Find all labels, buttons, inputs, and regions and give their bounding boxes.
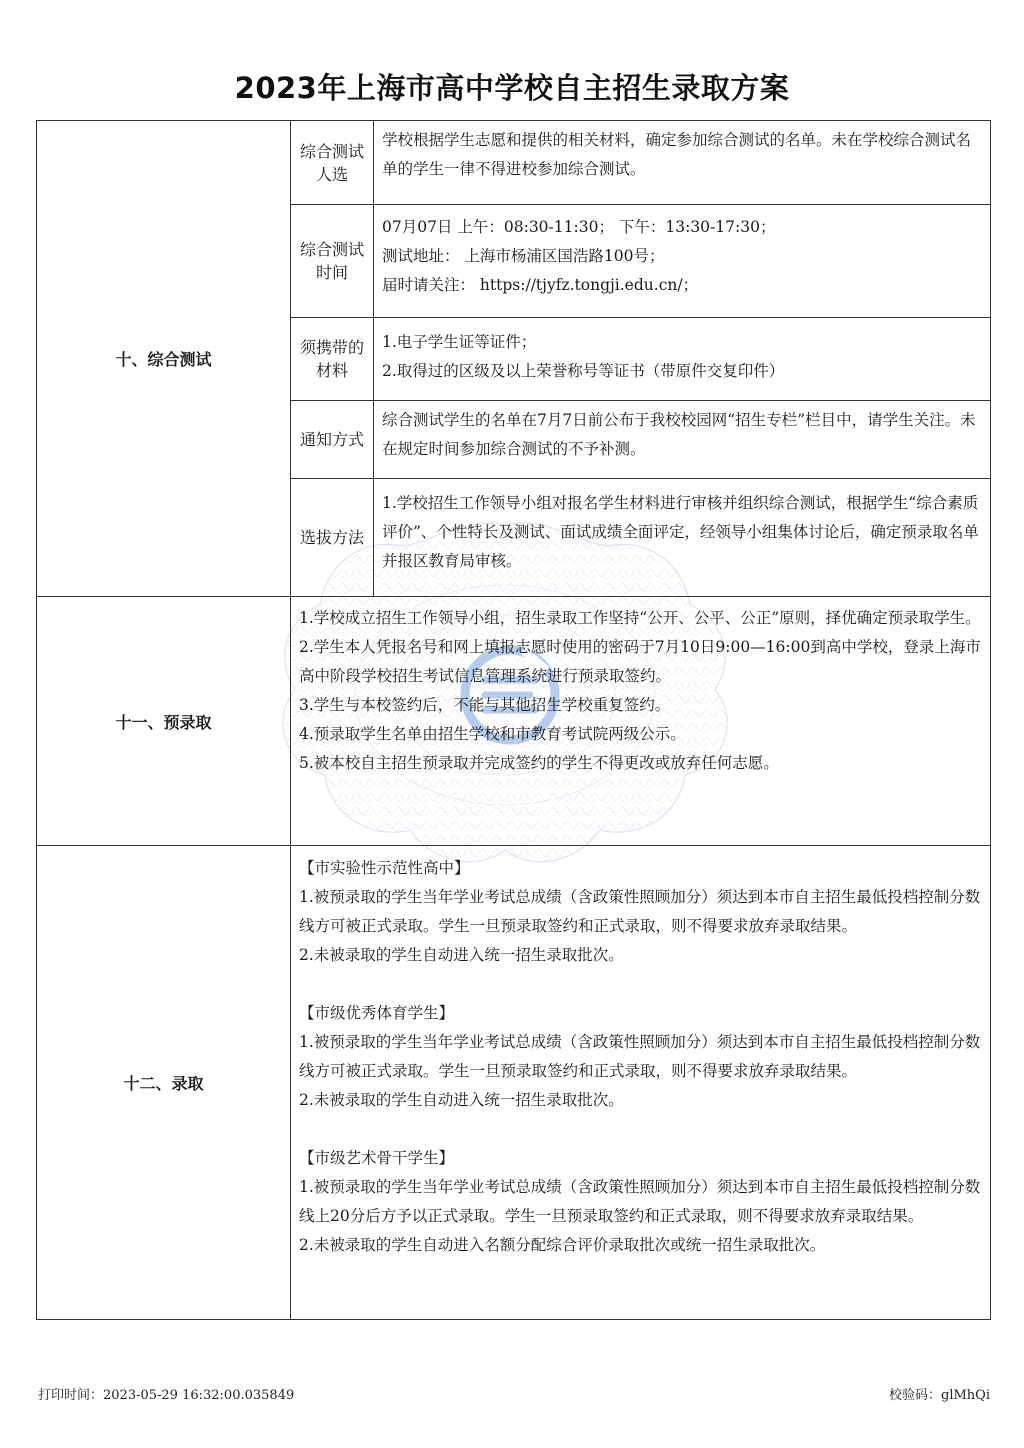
section-label-comprehensive-test: 十、综合测试 — [37, 121, 291, 597]
section-label-admission: 十二、录取 — [37, 846, 291, 1320]
sub-label-line: 材料 — [315, 361, 348, 380]
content-line: 1.电子学生证等证件； — [382, 333, 537, 351]
sub-label-line: 时间 — [315, 263, 348, 282]
group-heading: 【市级艺术骨干学生】 — [299, 1149, 455, 1167]
content-line: 2.未被录取的学生自动进入统一招生录取批次。 — [299, 1091, 624, 1109]
verify-code: 校验码：glMhQi — [889, 1388, 990, 1403]
sub-label-line: 通知方式 — [299, 430, 364, 449]
sub-label-selection-method — [291, 479, 374, 597]
print-time: 打印时间：2023-05-29 16:32:00.035849 — [38, 1388, 295, 1403]
content-line: 2.未被录取的学生自动进入名额分配综合评价录取批次或统一招生录取批次。 — [299, 1236, 826, 1254]
sub-label-line: 选拔方法 — [299, 528, 364, 547]
page-title: 2023年上海市高中学校自主招生录取方案 — [234, 71, 790, 105]
sub-label-materials — [291, 318, 374, 401]
content-pre-admission — [291, 597, 991, 846]
admission-table — [36, 120, 991, 1320]
group-heading: 【市实验性示范性高中】 — [299, 859, 470, 877]
content-line: 届时请关注： https://tjyfz.tongji.edu.cn/； — [382, 276, 699, 294]
sub-label-notification — [291, 401, 374, 479]
table-row — [37, 846, 991, 1320]
content-line: 1.被预录取的学生当年学业考试总成绩（含政策性照顾加分）须达到本市自主招生最低投档控制分数线方可被正式录取。学生一旦预录取签约和正式录取，则不得要求放弃录取结果。 — [299, 1033, 981, 1080]
group-heading: 【市级优秀体育学生】 — [299, 1004, 455, 1022]
content-line: 2.学生本人凭报名号和网上填报志愿时使用的密码于7月10日9:00—16:00到高中学校，登录上海市高中阶段学校招生考试信息管理系统进行预录取签约。 — [299, 638, 981, 685]
content-line: 学校根据学生志愿和提供的相关材料，确定参加综合测试的名单。未在学校综合测试名单的学生一律不得进校参加综合测试。 — [382, 131, 972, 178]
content-test-candidates — [374, 121, 991, 205]
content-line: 4.预录取学生名单由招生学校和市教育考试院两级公示。 — [299, 725, 686, 743]
content-line: 5.被本校自主招生预录取并完成签约的学生不得更改或放弃任何志愿。 — [299, 754, 779, 772]
table-row — [37, 121, 991, 205]
sub-label-line: 人选 — [315, 164, 348, 184]
content-line: 综合测试学生的名单在7月7日前公布于我校校园网“招生专栏”栏目中，请学生关注。未在规定时间参加综合测试的不予补测。 — [382, 411, 976, 458]
content-line: 2.未被录取的学生自动进入统一招生录取批次。 — [299, 946, 624, 964]
content-line: 1.学校招生工作领导小组对报名学生材料进行审核并组织综合测试，根据学生“综合素质评价”、个性特长及测试、面试成绩全面评定，经领导小组集体讨论后，确定预录取名单并报区教育局审核。 — [382, 494, 979, 570]
content-line: 2.取得过的区级及以上荣誉称号等证书（带原件交复印件） — [382, 362, 785, 380]
content-admission — [291, 846, 991, 1320]
content-line: 测试地址： 上海市杨浦区国浩路100号； — [382, 247, 665, 265]
sub-label-line: 综合测试 — [299, 240, 364, 259]
content-selection-method — [374, 479, 991, 597]
spacer — [299, 1115, 982, 1144]
content-line: 3.学生与本校签约后，不能与其他招生学校重复签约。 — [299, 696, 671, 714]
content-line: 1.被预录取的学生当年学业考试总成绩（含政策性照顾加分）须达到本市自主招生最低投档控制分数线上20分后方予以正式录取。学生一旦预录取签约和正式录取，则不得要求放弃录取结果。 — [299, 1178, 981, 1225]
content-notification — [374, 401, 991, 479]
content-line: 1.学校成立招生工作领导小组，招生录取工作坚持“公开、公平、公正”原则，择优确定预录取学生。 — [299, 609, 981, 627]
content-materials — [374, 318, 991, 401]
sub-label-test-time — [291, 205, 374, 318]
section-label-pre-admission: 十一、预录取 — [37, 597, 291, 846]
content-test-time — [374, 205, 991, 318]
spacer — [299, 970, 982, 999]
sub-label-line: 须携带的 — [299, 338, 364, 357]
sub-label-line: 综合测试 — [299, 141, 364, 161]
content-line: 07月07日 上午：08:30-11:30； 下午：13:30-17:30； — [382, 218, 776, 236]
table-row — [37, 597, 991, 846]
sub-label-test-candidates — [291, 121, 374, 205]
content-line: 1.被预录取的学生当年学业考试总成绩（含政策性照顾加分）须达到本市自主招生最低投档控制分数线方可被正式录取。学生一旦预录取签约和正式录取，则不得要求放弃录取结果。 — [299, 888, 981, 935]
